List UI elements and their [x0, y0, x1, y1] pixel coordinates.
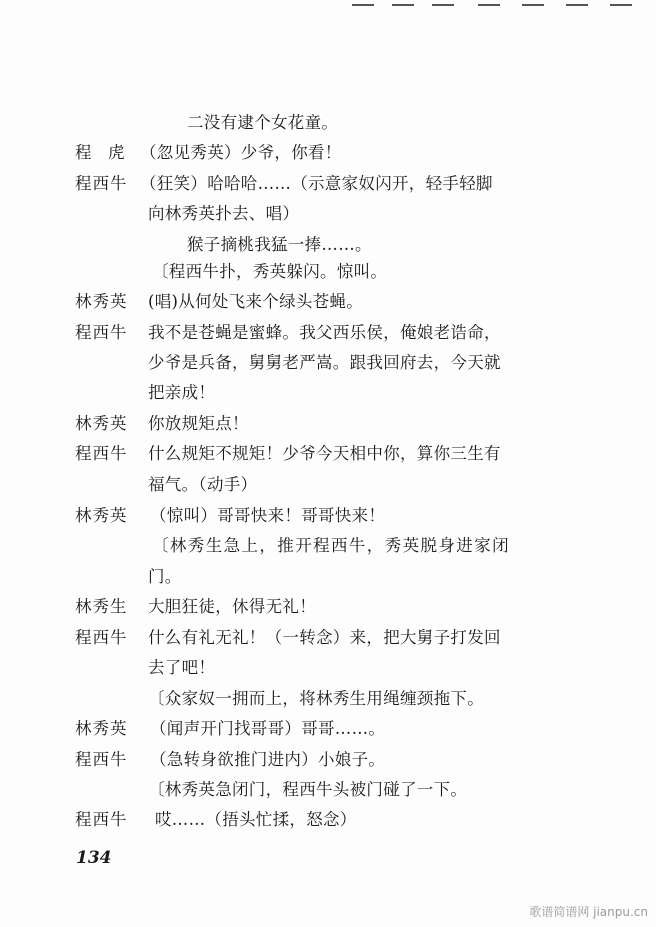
dialogue-line: 福气。（动手） — [148, 475, 258, 494]
speaker-name: 程西牛 — [75, 444, 128, 463]
speaker-name: 林秀生 — [75, 597, 128, 616]
dialogue-line: 去了吧！ — [148, 658, 216, 677]
speaker-name: 程 虎 — [75, 143, 125, 162]
dialogue-line: 什么规矩不规矩！少爷今天相中你，算你三生有 — [148, 444, 501, 463]
dialogue-line: 向林秀英扑去、唱） — [148, 204, 300, 223]
stage-direction: 〔林秀生急上，推开程西牛，秀英脱身进家闭 — [152, 536, 510, 555]
edge-dash — [610, 4, 632, 6]
dialogue-line: 你放规矩点！ — [148, 414, 249, 433]
speaker-name: 程西牛 — [75, 750, 128, 769]
speaker-name: 林秀英 — [75, 292, 128, 311]
edge-dash — [566, 4, 588, 6]
sung-line: 猴子摘桃我猛一捧……。 — [187, 235, 372, 254]
dialogue-line: 我不是苍蝇是蜜蜂。我父西乐侯，俺娘老诰命， — [148, 323, 501, 342]
speaker-name: 林秀英 — [75, 506, 128, 525]
speaker-name: 林秀英 — [75, 414, 128, 433]
stage-direction: 〔程西牛扑，秀英躲闪。惊叫。 — [152, 262, 388, 281]
edge-dash — [522, 4, 544, 6]
dialogue-line: 把亲成！ — [148, 383, 216, 402]
speaker-name: 程西牛 — [75, 174, 128, 193]
sung-line: 二没有逮个女花童。 — [187, 113, 339, 132]
page-number: 134 — [76, 848, 112, 868]
dialogue-line: （急转身欲推门进内）小娘子。 — [150, 750, 386, 769]
stage-direction: 门。 — [148, 567, 182, 586]
dialogue-line: （惊叫）哥哥快来！哥哥快来！ — [150, 506, 386, 525]
edge-dash — [352, 4, 374, 6]
dialogue-line: （闻声开门找哥哥）哥哥……。 — [150, 719, 386, 738]
stage-direction: 〔众家奴一拥而上，将林秀生用绳缠颈拖下。 — [148, 689, 484, 708]
speaker-name: 程西牛 — [75, 628, 128, 647]
speaker-name: 程西牛 — [75, 810, 128, 829]
dialogue-line: 哎……（捂头忙揉，怒念） — [155, 810, 357, 829]
watermark: 歌谱简谱网 jianpu.cn — [529, 905, 648, 919]
speaker-name: 林秀英 — [75, 719, 128, 738]
edge-dash — [478, 4, 500, 6]
dialogue-line: 什么有礼无礼！（一转念）来，把大舅子打发回 — [148, 628, 501, 647]
stage-direction: 〔林秀英急闭门，程西牛头被门碰了一下。 — [148, 780, 468, 799]
dialogue-line: （狂笑）哈哈哈……（示意家奴闪开，轻手轻脚 — [140, 174, 493, 193]
dialogue-line: (唱)从何处飞来个绿头苍蝇。 — [148, 292, 364, 311]
edge-dash — [392, 4, 414, 6]
edge-dash — [432, 4, 454, 6]
dialogue-line: （忽见秀英）少爷，你看！ — [140, 143, 342, 162]
dialogue-line: 大胆狂徒，休得无礼！ — [148, 597, 316, 616]
speaker-name: 程西牛 — [75, 323, 128, 342]
dialogue-line: 少爷是兵备，舅舅老严嵩。跟我回府去，今天就 — [148, 353, 501, 372]
